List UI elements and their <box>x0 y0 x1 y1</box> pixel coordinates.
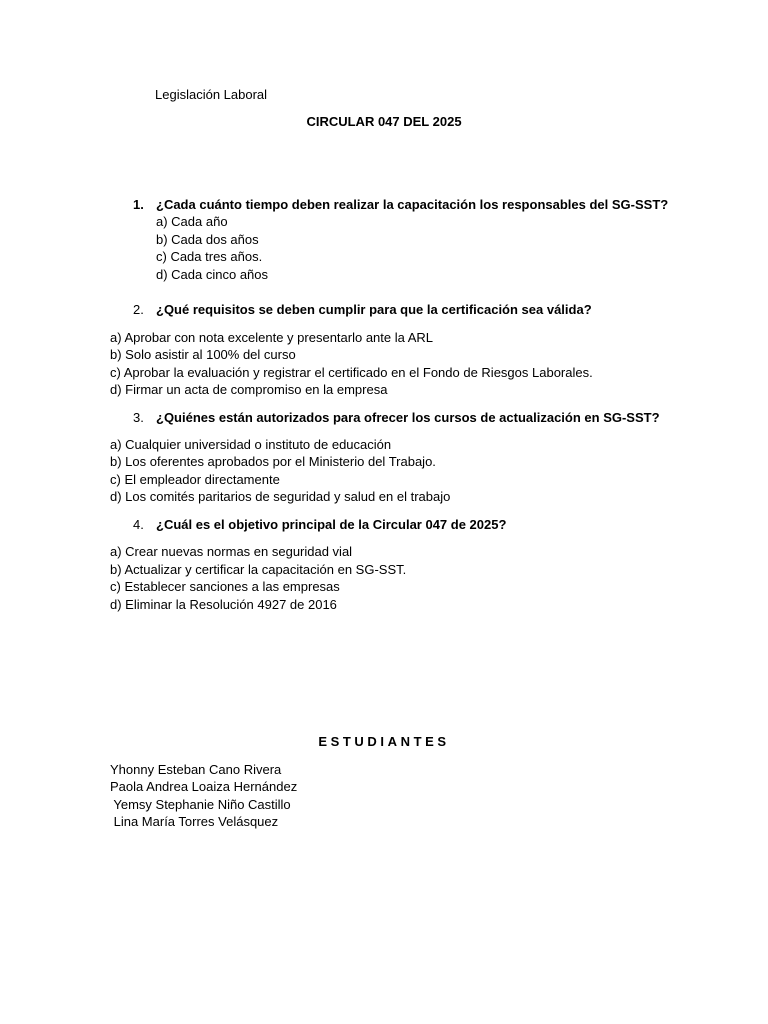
question-1-text: ¿Cada cuánto tiempo deben realizar la capacitación los responsables del SG-SST? <box>156 197 669 212</box>
question-1-option-a: a) Cada año <box>156 214 228 229</box>
question-2-option-c: c) Aprobar la evaluación y registrar el certificado en el Fondo de Riesgos Laborales. <box>110 365 593 380</box>
question-2-text: ¿Qué requisitos se deben cumplir para que la certificación sea válida? <box>156 302 592 317</box>
question-3-option-d: d) Los comités paritarios de seguridad y salud en el trabajo <box>110 489 451 504</box>
question-3-option-c: c) El empleador directamente <box>110 472 280 487</box>
question-4-text: ¿Cuál es el objetivo principal de la Circular 047 de 2025? <box>156 517 507 532</box>
question-4-number: 4. <box>133 517 144 532</box>
student-name-3: Yemsy Stephanie Niño Castillo <box>110 797 291 812</box>
question-2-option-a: a) Aprobar con nota excelente y presentarlo ante la ARL <box>110 330 434 345</box>
question-2-option-b: b) Solo asistir al 100% del curso <box>110 347 296 362</box>
question-3-number: 3. <box>133 410 144 425</box>
student-name-1: Yhonny Esteban Cano Rivera <box>110 762 282 777</box>
question-3-option-b: b) Los oferentes aprobados por el Ministerio del Trabajo. <box>110 454 436 469</box>
students-heading: ESTUDIANTES <box>318 734 450 749</box>
document-title: CIRCULAR 047 DEL 2025 <box>306 114 462 129</box>
question-2-number: 2. <box>133 302 144 317</box>
question-3-option-a: a) Cualquier universidad o instituto de educación <box>110 437 392 452</box>
student-name-4: Lina María Torres Velásquez <box>110 814 279 829</box>
question-1-option-c: c) Cada tres años. <box>156 249 263 264</box>
question-1-option-b: b) Cada dos años <box>156 232 259 247</box>
subject-heading: Legislación Laboral <box>155 87 268 102</box>
student-name-2: Paola Andrea Loaiza Hernández <box>110 779 298 794</box>
question-4-option-a: a) Crear nuevas normas en seguridad vial <box>110 544 353 559</box>
question-4-option-b: b) Actualizar y certificar la capacitación en SG-SST. <box>110 562 407 577</box>
question-2-option-d: d) Firmar un acta de compromiso en la empresa <box>110 382 388 397</box>
question-1-number: 1. <box>133 197 144 212</box>
question-3-text: ¿Quiénes están autorizados para ofrecer los cursos de actualización en SG-SST? <box>156 410 660 425</box>
question-1-option-d: d) Cada cinco años <box>156 267 269 282</box>
question-4-option-d: d) Eliminar la Resolución 4927 de 2016 <box>110 597 337 612</box>
question-4-option-c: c) Establecer sanciones a las empresas <box>110 579 340 594</box>
